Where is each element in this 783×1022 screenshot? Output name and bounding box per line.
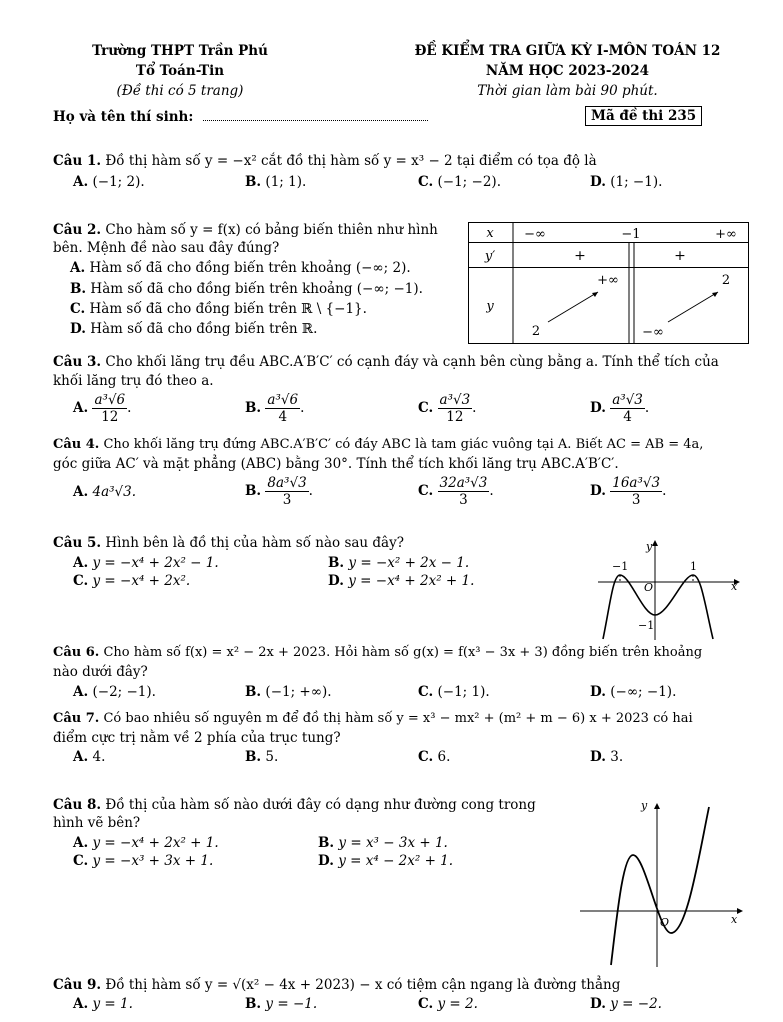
exam-title: ĐỀ KIỂM TRA GIỮA KỲ I-MÔN TOÁN 12 (414, 43, 721, 59)
q8-graph-o: O (660, 916, 670, 929)
question-8-line2: hình vẽ bên? (53, 815, 141, 831)
q5-option-c[interactable]: C. y = −x⁴ + 2x². (73, 573, 191, 589)
question-7-line1: Câu 7. Có bao nhiêu số nguyên m để đồ thị hàm số y = x³ − mx² + (m² + m − 6) x + 2023 có hai (53, 711, 693, 726)
q1-label: Câu 1. (53, 153, 102, 169)
exam-code: Mã đề thi 235 (585, 106, 702, 126)
question-2-line2: bên. Mệnh đề nào sau đây đúng? (53, 240, 280, 256)
q8-graph-y: y (641, 799, 648, 812)
q7-option-b[interactable]: B. 5. (245, 749, 279, 765)
q3-option-c[interactable]: C. $\frac{\text{a³√3}}{12}$ . (418, 392, 477, 425)
question-2-line1: Câu 2. Cho hàm số y = f(x) có bảng biến thiên như hình (53, 222, 438, 238)
table-y-top-2: 2 (721, 273, 731, 288)
q5-graph-o: O (644, 581, 654, 594)
q7-option-d[interactable]: D. 3. (590, 749, 624, 765)
q8-option-a[interactable]: A. y = −x⁴ + 2x² + 1. (73, 835, 219, 851)
q5-graph-minus1: −1 (612, 560, 629, 573)
q2-option-b[interactable]: B. Hàm số đã cho đồng biến trên khoảng (−∞; −1). (70, 281, 423, 297)
q5-graph (598, 535, 748, 645)
question-1 (53, 153, 597, 169)
q9-option-b[interactable]: B. y = −1. (245, 996, 318, 1012)
q6-option-c[interactable]: C. (−1; 1). (418, 684, 490, 700)
q8-option-b[interactable]: B. y = x³ − 3x + 1. (318, 835, 448, 851)
q4-option-a[interactable]: A. 4a³√3. (73, 484, 137, 500)
q2-option-c[interactable]: C. Hàm số đã cho đồng biến trên ℝ \ {−1}. (70, 301, 367, 317)
department: Tổ Toán-Tin (135, 63, 225, 79)
question-7-line2: điểm cực trị nằm về 2 phía của trục tung? (53, 730, 341, 746)
q5-option-b[interactable]: B. y = −x² + 2x − 1. (328, 555, 470, 571)
table-x-label: x (486, 226, 494, 241)
q4-option-c[interactable]: C. $\frac{\text{32a³√3}}{3}$ . (418, 475, 494, 508)
q2-option-a[interactable]: A. Hàm số đã cho đồng biến trên khoảng (−∞; 2). (70, 260, 411, 276)
q8-graph (575, 795, 750, 970)
school-name: Trường THPT Trần Phú (92, 43, 268, 59)
q5-option-a[interactable]: A. y = −x⁴ + 2x² − 1. (73, 555, 219, 571)
q8-option-d[interactable]: D. y = x⁴ − 2x² + 1. (318, 853, 454, 869)
q8-curve (611, 807, 709, 965)
q1-option-c[interactable]: C. (−1; −2). (418, 174, 501, 190)
q7-option-c[interactable]: C. 6. (418, 749, 451, 765)
q6-option-b[interactable]: B. (−1; +∞). (245, 684, 332, 700)
q5-curve (603, 575, 713, 639)
table-arrow-2 (668, 292, 718, 322)
candidate-name-label: Họ và tên thí sinh: (53, 109, 194, 125)
table-sign-2: + (674, 248, 686, 264)
question-3-line2: khối lăng trụ đó theo a. (53, 373, 214, 389)
q2-option-d[interactable]: D. Hàm số đã cho đồng biến trên ℝ. (70, 321, 318, 337)
q1-option-a[interactable]: A. (−1; 2). (73, 174, 145, 190)
school-year: NĂM HỌC 2023-2024 (485, 63, 650, 79)
table-x-neg-inf: −∞ (524, 227, 546, 242)
q8-option-c[interactable]: C. y = −x³ + 3x + 1. (73, 853, 214, 869)
question-4-line2: góc giữa AC′ và mặt phẳng (ABC) bằng 30°. Tính thể tích khối lăng trụ ABC.A′B′C′. (53, 456, 619, 472)
question-4-line1: Câu 4. Cho khối lăng trụ đứng ABC.A′B′C′ có đáy ABC là tam giác vuông tại A. Biết AC = AB = 4a, (53, 437, 704, 452)
table-y-bot-2: −∞ (642, 325, 664, 340)
q5-option-d[interactable]: D. y = −x⁴ + 2x² + 1. (328, 573, 475, 589)
q1-text: Đồ thị hàm số y = −x² cắt đồ thị hàm số y = x³ − 2 tại điểm có tọa độ là (105, 153, 597, 169)
question-8-line1: Câu 8. Đồ thị của hàm số nào dưới đây có dạng như đường cong trong (53, 797, 536, 813)
table-y-bot-1: 2 (531, 324, 541, 339)
q5-graph-ymin1: −1 (638, 619, 655, 632)
table-y-top-1: +∞ (597, 273, 619, 288)
q3-option-b[interactable]: B. $\frac{\text{a³√6}}{4}$ . (245, 392, 305, 425)
table-x-pos-inf: +∞ (715, 227, 737, 242)
q4-option-d[interactable]: D. $\frac{\text{16a³√3}}{3}$ . (590, 475, 667, 508)
table-x-minus1: −1 (621, 227, 641, 242)
question-5: Câu 5. Hình bên là đồ thị của hàm số nào sau đây? (53, 535, 404, 551)
q1-option-d[interactable]: D. (1; −1). (590, 174, 663, 190)
q6-option-d[interactable]: D. (−∞; −1). (590, 684, 677, 700)
q8-graph-x: x (731, 913, 738, 926)
page-count: (Đề thi có 5 trang) (116, 83, 244, 99)
q5-graph-y: y (646, 540, 653, 553)
table-y-label: y (486, 299, 494, 314)
q7-option-a[interactable]: A. 4. (73, 749, 106, 765)
q4-option-b[interactable]: B. $\frac{\text{8a³√3}}{3}$ . (245, 475, 313, 508)
question-6-line2: nào dưới đây? (53, 664, 148, 680)
q6-option-a[interactable]: A. (−2; −1). (73, 684, 156, 700)
q5-graph-x: x (731, 580, 738, 593)
q1-option-b[interactable]: B. (1; 1). (245, 174, 307, 190)
table-sign-1: + (574, 248, 586, 264)
q3-option-d[interactable]: D. $\frac{\text{a³√3}}{4}$ . (590, 392, 650, 425)
table-yprime-label: y′ (484, 249, 496, 264)
q9-option-a[interactable]: A. y = 1. (73, 996, 133, 1012)
q5-graph-1: 1 (690, 560, 697, 573)
question-3-line1: Câu 3. Cho khối lăng trụ đều ABC.A′B′C′ có cạnh đáy và cạnh bên cùng bằng a. Tính thể tích của (53, 354, 719, 370)
question-9: Câu 9. Đồ thị hàm số y = √(x² − 4x + 2023) − x có tiệm cận ngang là đường thẳng (53, 977, 621, 993)
question-6-line1: Câu 6. Cho hàm số f(x) = x² − 2x + 2023. Hỏi hàm số g(x) = f(x³ − 3x + 3) đồng biến trên khoảng (53, 645, 703, 660)
candidate-name-field[interactable] (203, 108, 428, 125)
q9-option-c[interactable]: C. y = 2. (418, 996, 478, 1012)
exam-duration: Thời gian làm bài 90 phút. (477, 83, 658, 99)
q9-option-d[interactable]: D. y = −2. (590, 996, 662, 1012)
q3-option-a[interactable]: A. $\frac{\text{a³√6}}{12}$ . (73, 392, 132, 425)
table-arrow-1 (548, 292, 598, 322)
variation-table (468, 220, 752, 346)
